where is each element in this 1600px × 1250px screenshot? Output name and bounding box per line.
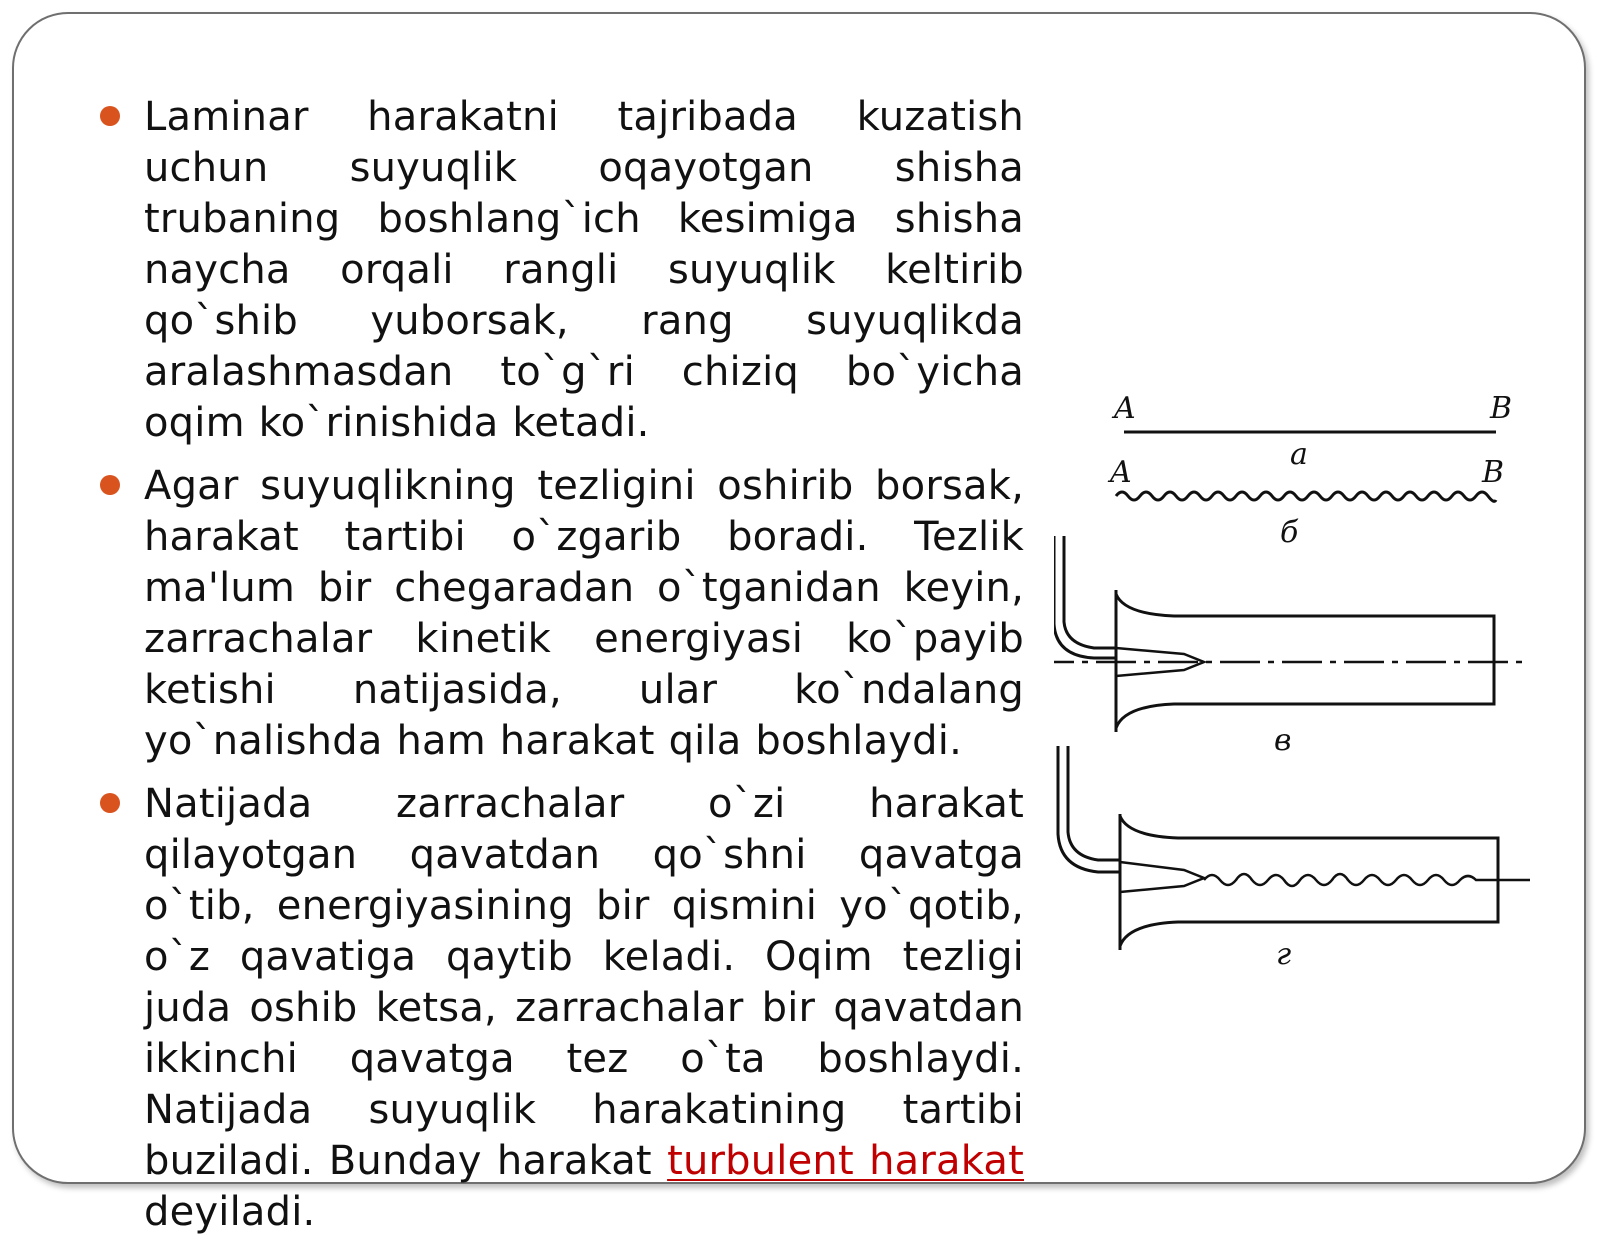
tube-laminar	[1054, 536, 1524, 732]
diagram-label-fig-g: г	[1276, 937, 1292, 972]
turbulent-streamline	[1116, 492, 1496, 501]
tube-turbulent	[1058, 746, 1530, 950]
diagram-label-fig-v: в	[1274, 723, 1292, 758]
diagram-label-b1: B	[1490, 394, 1513, 426]
bullet-laminar	[144, 92, 1024, 449]
bullet-list	[144, 92, 1024, 1250]
diagram-label-a2: A	[1110, 455, 1132, 490]
bullet-text: Laminar harakatni tajribada kuzatish uchun suyuqlik oqayotgan shisha trubaning boshlang`ich kesimiga shisha naycha orqali rangli suyuqlik keltirib qo`shib yuborsak, rang suyuqlikda aralashmasdan to`g`ri chiziq bo`yicha oqim ko`rinishida ketadi.	[144, 94, 1024, 446]
diagram-label-b2: B	[1482, 455, 1505, 490]
flow-diagram	[1054, 394, 1574, 994]
bullet-text-after: deyiladi.	[144, 1189, 316, 1235]
bullet-turbulent	[144, 779, 1024, 1238]
turbulent-harakat-link[interactable]: turbulent harakat	[667, 1138, 1024, 1184]
diagram-label-a1: A	[1114, 394, 1136, 426]
bullet-text: Agar suyuqlikning tezligini oshirib borsak, harakat tartibi o`zgarib boradi. Tezlik ma'lum bir chegaradan o`tganidan keyin, zarrachalar kinetik energiyasi ko`payib ketishi natijasida, ular ko`ndalang yo`nalishda ham harakat qila boshlaydi.	[144, 463, 1024, 764]
slide-frame	[12, 12, 1586, 1235]
diagram-label-fig-b: б	[1280, 515, 1299, 550]
bullet-velocity	[144, 461, 1024, 767]
bullet-text-before: Natijada zarrachalar o`zi harakat qilayotgan qavatdan qo`shni qavatga o`tib, energiyasining bir qismini yo`qotib, o`z qavatiga qaytib keladi. Oqim tezligi juda oshib ketsa, zarrachalar bir qavatdan ikkinchi qavatga tez o`ta boshlaydi. Natijada suyuqlik harakatining tartibi buziladi. Bunday harakat	[144, 781, 1024, 1184]
diagram-label-fig-a: a	[1290, 437, 1308, 472]
